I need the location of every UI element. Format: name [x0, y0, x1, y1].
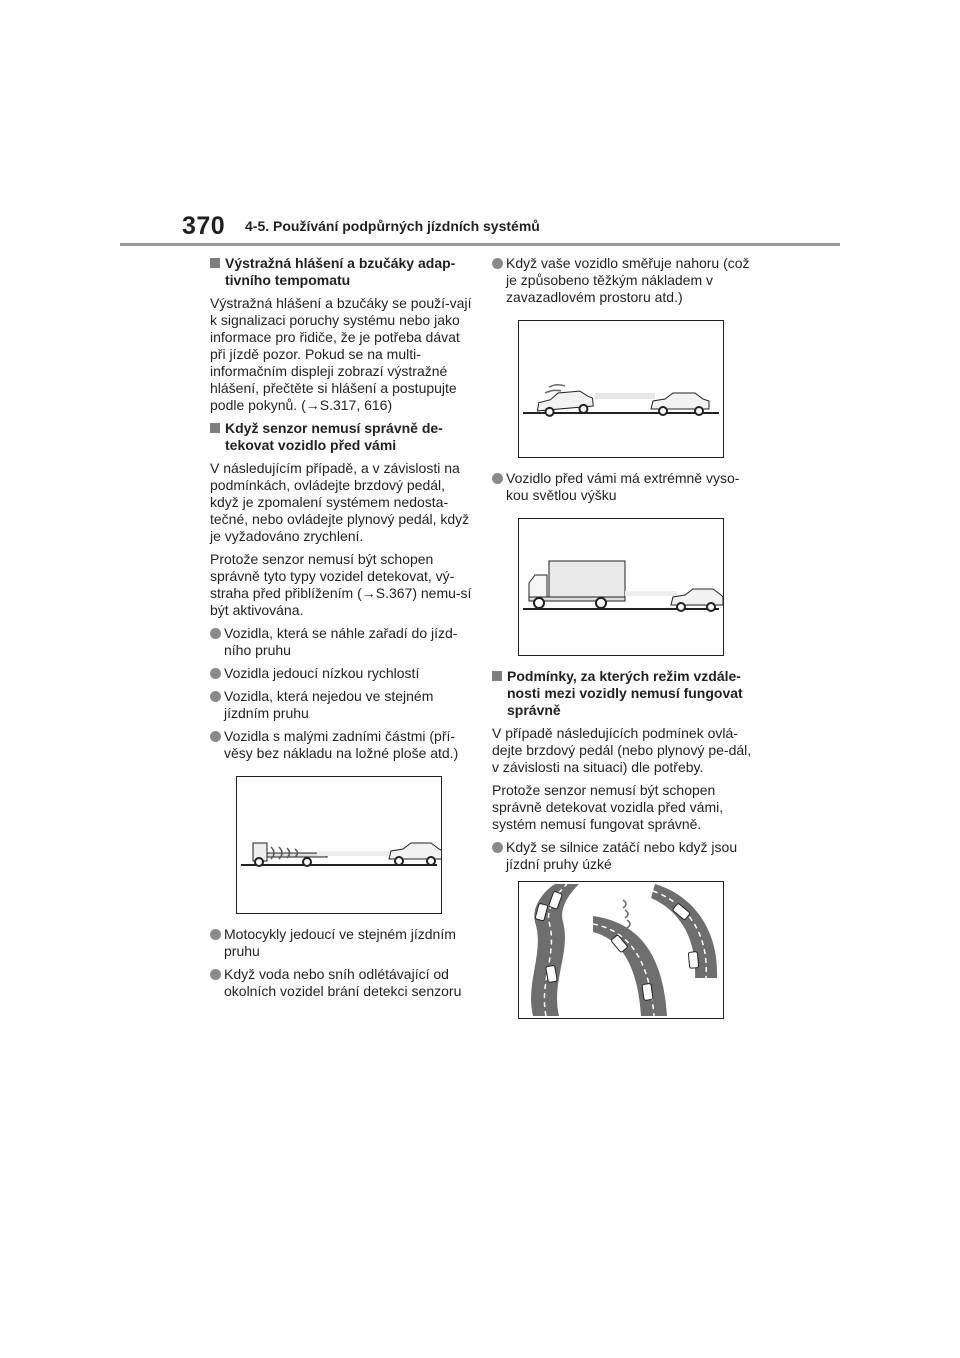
square-bullet-icon [210, 423, 220, 433]
figure-curved-road-illustration [518, 881, 724, 1019]
list-item [210, 966, 472, 1000]
section-title: 4-5. Používání podpůrných jízdních systémů [245, 218, 540, 234]
square-bullet-icon [492, 671, 502, 681]
list-item-text: Když voda nebo sníh odlétávající od okolních vozidel brání detekci senzoru [224, 966, 462, 999]
list-item-text: Vozidla jedoucí nízkou rychlostí [224, 665, 420, 681]
heading-sensor-detection [210, 420, 472, 454]
heading-text: Podmínky, za kterých režim vzdále-nosti mezi vozidly nemusí fungovat správně [507, 668, 743, 718]
paragraph: Výstražná hlášení a bzučáky se použí-vají k signalizaci poruchy systému nebo jako informace pro řidiče, že je potřeba dávat při jízdě pozor. Pokud se na multi-informačním displeji zobrazí výstražné hlášení, přečtěte si hlášení a postupujte podle pokynů. (→S.317, 616) [210, 295, 472, 413]
list-item-text: Motocykly jedoucí ve stejném jízdním pruhu [224, 926, 456, 959]
list-item-text: Když vaše vozidlo směřuje nahoru (což je způsobeno těžkým nákladem v zavazadlovém prostoru atd.) [506, 255, 750, 305]
heading-distance-mode [492, 668, 752, 719]
list-item [492, 470, 752, 504]
paragraph: V následujícím případě, a v závislosti na podmínkách, ovládejte brzdový pedál, když je zpomalení systémem nedosta-tečné, nebo ovládejte plynový pedál, když je vyžadováno zrychlení. [210, 460, 470, 544]
heading-text: Výstražná hlášení a bzučáky adap-tivního tempomatu [225, 255, 456, 288]
round-bullet-icon [210, 668, 221, 679]
trailer-car-illustration [237, 777, 441, 913]
truck-car-illustration [519, 519, 723, 655]
list-item-text: Vozidla, která se náhle zařadí do jízd-ního pruhu [224, 625, 458, 658]
right-column [492, 255, 752, 1031]
round-bullet-icon [492, 842, 503, 853]
round-bullet-icon [210, 731, 221, 742]
list-item [492, 255, 752, 306]
figure-nose-up-illustration [518, 320, 724, 458]
heading-text: Když senzor nemusí správně de-tekovat vozidlo před vámi [225, 420, 443, 453]
heading-warning-messages [210, 255, 472, 289]
list-item [210, 625, 472, 659]
round-bullet-icon [210, 628, 221, 639]
round-bullet-icon [492, 473, 503, 484]
figure-high-clearance-illustration [518, 518, 724, 656]
header-divider [120, 243, 840, 246]
list-item [210, 728, 472, 762]
nose-up-car-illustration [519, 321, 723, 457]
list-item-text: Když se silnice zatáčí nebo když jsou jízdní pruhy úzké [506, 839, 738, 872]
list-item [492, 839, 752, 873]
list-item [210, 688, 472, 722]
page-number: 370 [182, 212, 226, 240]
left-column [210, 255, 472, 1006]
round-bullet-icon [210, 929, 221, 940]
list-item-text: Vozidla, která nejedou ve stejném jízdním pruhu [224, 688, 434, 721]
square-bullet-icon [210, 258, 220, 268]
round-bullet-icon [492, 258, 503, 269]
list-item [210, 665, 472, 682]
round-bullet-icon [210, 969, 221, 980]
list-item [210, 926, 472, 960]
curved-roads-illustration [519, 882, 723, 1018]
paragraph: Protože senzor nemusí být schopen správně tyto typy vozidel detekovat, vý-straha před přiblížením (→S.367) nemu-sí být aktivována. [210, 551, 472, 618]
figure-trailer-illustration [236, 776, 442, 914]
round-bullet-icon [210, 691, 221, 702]
paragraph: V případě následujících podmínek ovlá-dejte brzdový pedál (nebo plynový pe-dál, v závislosti na situaci) dle potřeby. [492, 725, 752, 775]
list-item-text: Vozidlo před vámi má extrémně vyso-kou světlou výšku [506, 470, 740, 503]
list-item-text: Vozidla s malými zadními částmi (pří-věsy bez nákladu na ložné ploše atd.) [224, 728, 459, 761]
paragraph: Protože senzor nemusí být schopen správně detekovat vozidla před vámi, systém nemusí fungovat správně. [492, 782, 724, 832]
